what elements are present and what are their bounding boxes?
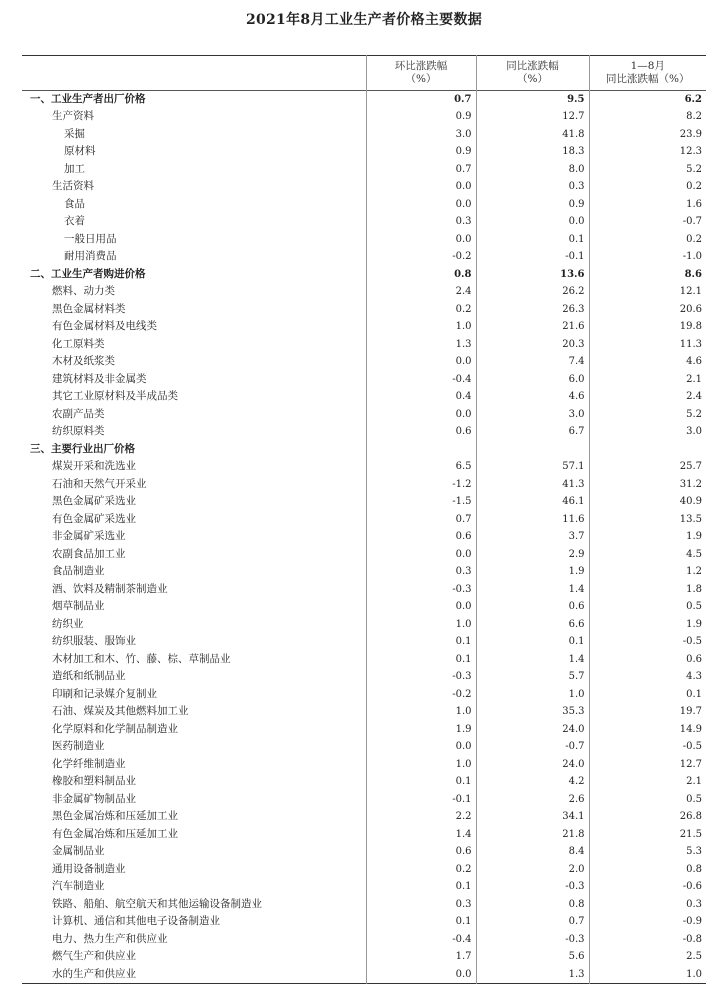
row-yoy-value: 0.9 xyxy=(476,196,589,214)
row-ytd-value: 1.9 xyxy=(686,618,702,630)
table-row xyxy=(22,318,706,336)
row-mom-value: 1.7 xyxy=(366,948,476,966)
row-yoy-value: 2.9 xyxy=(476,546,589,564)
row-yoy-value: 3.0 xyxy=(476,406,589,424)
row-yoy-value: 41.3 xyxy=(476,476,589,494)
row-yoy-value: 1.4 xyxy=(476,581,589,599)
row-ytd-value: 20.6 xyxy=(679,303,702,315)
row-label: 一、工业生产者出厂价格 xyxy=(22,91,366,109)
row-yoy-value: 5.6 xyxy=(476,948,589,966)
row-ytd-value: 1.8 xyxy=(686,583,702,595)
row-label: 造纸和纸制品业 xyxy=(22,668,366,686)
row-mom-value: 6.5 xyxy=(366,458,476,476)
row-label: 加工 xyxy=(22,161,366,179)
table-row xyxy=(22,651,706,669)
header-ytd-line2: 同比涨跌幅（%） xyxy=(606,73,690,85)
row-ytd-value: 19.8 xyxy=(679,321,702,333)
row-ytd-value: -0.8 xyxy=(682,933,702,945)
row-mom-value: 0.3 xyxy=(366,896,476,914)
row-mom-value: 0.1 xyxy=(366,913,476,931)
table-row xyxy=(22,143,706,161)
row-label: 煤炭开采和洗选业 xyxy=(22,458,366,476)
row-label: 有色金属材料及电线类 xyxy=(22,318,366,336)
table-row xyxy=(22,686,706,704)
row-mom-value: 0.7 xyxy=(366,511,476,529)
row-ytd-value: 6.2 xyxy=(684,94,702,105)
row-yoy-value: 4.2 xyxy=(476,773,589,791)
row-mom-value: -0.3 xyxy=(366,581,476,599)
row-mom-value: -0.4 xyxy=(366,371,476,389)
row-label: 有色金属矿采选业 xyxy=(22,511,366,529)
table-row xyxy=(22,493,706,511)
row-ytd-value: 2.1 xyxy=(686,373,702,385)
row-label: 一般日用品 xyxy=(22,231,366,249)
row-yoy-value: 8.0 xyxy=(476,161,589,179)
table-row xyxy=(22,406,706,424)
row-mom-value: 0.0 xyxy=(366,406,476,424)
row-mom-value: 1.0 xyxy=(366,318,476,336)
row-mom-value: 2.2 xyxy=(366,808,476,826)
row-label: 橡胶和塑料制品业 xyxy=(22,773,366,791)
table-body xyxy=(22,91,706,984)
table-row xyxy=(22,458,706,476)
table-row xyxy=(22,616,706,634)
row-ytd-value: 1.6 xyxy=(686,198,702,210)
row-label: 金属制品业 xyxy=(22,843,366,861)
row-yoy-value: 20.3 xyxy=(476,336,589,354)
row-mom-value: -0.3 xyxy=(366,668,476,686)
row-label: 非金属矿物制品业 xyxy=(22,791,366,809)
row-label: 木材加工和木、竹、藤、棕、草制品业 xyxy=(22,651,366,669)
row-ytd-value: 13.5 xyxy=(679,513,702,525)
row-mom-value: -0.2 xyxy=(366,686,476,704)
row-mom-value: 0.9 xyxy=(366,108,476,126)
table-row xyxy=(22,581,706,599)
row-mom-value: 0.0 xyxy=(366,178,476,196)
table-row xyxy=(22,388,706,406)
table-row xyxy=(22,598,706,616)
row-ytd-value: -0.5 xyxy=(682,741,702,753)
row-mom-value: 0.6 xyxy=(366,843,476,861)
row-yoy-value: -0.3 xyxy=(476,931,589,949)
row-yoy-value: 8.4 xyxy=(476,843,589,861)
row-mom-value: 3.0 xyxy=(366,126,476,144)
row-mom-value: 1.9 xyxy=(366,721,476,739)
row-yoy-value: 35.3 xyxy=(476,703,589,721)
row-label: 原材料 xyxy=(22,143,366,161)
row-ytd-value: 0.2 xyxy=(686,233,702,245)
row-yoy-value xyxy=(476,441,589,459)
row-yoy-value: 9.5 xyxy=(476,91,589,109)
row-mom-value: -1.5 xyxy=(366,493,476,511)
row-yoy-value: 57.1 xyxy=(476,458,589,476)
header-yoy xyxy=(476,56,589,91)
row-ytd-value: 23.9 xyxy=(679,128,702,140)
row-mom-value xyxy=(366,441,476,459)
row-yoy-value: 24.0 xyxy=(476,756,589,774)
page-title: 2021年8月工业生产者价格主要数据 xyxy=(245,12,483,28)
row-label: 印刷和记录媒介复制业 xyxy=(22,686,366,704)
table-row xyxy=(22,283,706,301)
row-yoy-value: 6.0 xyxy=(476,371,589,389)
table-row xyxy=(22,528,706,546)
row-ytd-value: -0.9 xyxy=(682,916,702,928)
row-yoy-value: 4.6 xyxy=(476,388,589,406)
row-label: 有色金属冶炼和压延加工业 xyxy=(22,826,366,844)
row-label: 二、工业生产者购进价格 xyxy=(22,266,366,284)
row-label: 生活资料 xyxy=(22,178,366,196)
row-yoy-value: 1.3 xyxy=(476,966,589,984)
row-yoy-value: 0.1 xyxy=(476,633,589,651)
table-row xyxy=(22,808,706,826)
row-ytd-value: 5.2 xyxy=(686,408,702,420)
table-row xyxy=(22,248,706,266)
table-row xyxy=(22,896,706,914)
row-ytd-value: 1.2 xyxy=(686,566,702,578)
table-row xyxy=(22,266,706,284)
row-ytd-value: 4.6 xyxy=(686,356,702,368)
row-mom-value: 0.8 xyxy=(366,266,476,284)
row-yoy-value: 0.8 xyxy=(476,896,589,914)
row-label: 化工原料类 xyxy=(22,336,366,354)
row-mom-value: 0.0 xyxy=(366,196,476,214)
row-ytd-value: 0.8 xyxy=(686,863,702,875)
row-mom-value: 0.2 xyxy=(366,301,476,319)
table-row xyxy=(22,861,706,879)
table-row xyxy=(22,441,706,459)
row-yoy-value: 0.1 xyxy=(476,231,589,249)
row-mom-value: 0.2 xyxy=(366,861,476,879)
row-mom-value: -1.2 xyxy=(366,476,476,494)
table-row xyxy=(22,966,706,984)
row-ytd-value: 11.3 xyxy=(679,338,702,350)
table-row xyxy=(22,703,706,721)
row-ytd-value: -0.7 xyxy=(682,216,702,228)
table-row xyxy=(22,196,706,214)
row-label: 其它工业原材料及半成品类 xyxy=(22,388,366,406)
row-label: 衣着 xyxy=(22,213,366,231)
row-mom-value: 0.7 xyxy=(366,161,476,179)
row-yoy-value: 21.6 xyxy=(476,318,589,336)
row-label: 通用设备制造业 xyxy=(22,861,366,879)
row-mom-value: -0.4 xyxy=(366,931,476,949)
row-label: 烟草制品业 xyxy=(22,598,366,616)
table-row xyxy=(22,948,706,966)
row-yoy-value: 0.0 xyxy=(476,213,589,231)
table-row xyxy=(22,476,706,494)
row-ytd-value: 5.2 xyxy=(686,163,702,175)
row-mom-value: 0.0 xyxy=(366,966,476,984)
table-row xyxy=(22,126,706,144)
table-row xyxy=(22,721,706,739)
header-yoy-line1: 同比涨跌幅 xyxy=(506,60,559,72)
row-label: 酒、饮料及精制茶制造业 xyxy=(22,581,366,599)
row-yoy-value: 7.4 xyxy=(476,353,589,371)
row-ytd-value: 4.3 xyxy=(686,671,702,683)
row-mom-value: 0.3 xyxy=(366,563,476,581)
row-ytd-value: 4.5 xyxy=(686,548,702,560)
table-row xyxy=(22,738,706,756)
table-row xyxy=(22,633,706,651)
table-row xyxy=(22,563,706,581)
row-yoy-value: -0.7 xyxy=(476,738,589,756)
row-ytd-value: 0.1 xyxy=(686,688,702,700)
row-mom-value: 0.6 xyxy=(366,423,476,441)
table-row xyxy=(22,371,706,389)
row-yoy-value: -0.1 xyxy=(476,248,589,266)
row-yoy-value: 0.6 xyxy=(476,598,589,616)
table-row xyxy=(22,91,706,109)
row-yoy-value: 1.9 xyxy=(476,563,589,581)
row-label: 石油和天然气开采业 xyxy=(22,476,366,494)
row-mom-value: 0.7 xyxy=(366,91,476,109)
table-row xyxy=(22,511,706,529)
row-yoy-value: 11.6 xyxy=(476,511,589,529)
row-ytd-value: 2.5 xyxy=(686,951,702,963)
row-label: 食品 xyxy=(22,196,366,214)
table-row xyxy=(22,791,706,809)
row-label: 采掘 xyxy=(22,126,366,144)
table-row xyxy=(22,301,706,319)
header-blank-cell xyxy=(22,56,366,91)
row-ytd-value: 0.6 xyxy=(686,653,702,665)
table-row xyxy=(22,231,706,249)
table-header xyxy=(22,56,706,91)
table-row xyxy=(22,423,706,441)
row-yoy-value: 41.8 xyxy=(476,126,589,144)
row-yoy-value: 12.7 xyxy=(476,108,589,126)
table-row xyxy=(22,546,706,564)
row-ytd-value: -0.5 xyxy=(682,636,702,648)
row-label: 化学原料和化学制品制造业 xyxy=(22,721,366,739)
header-mom xyxy=(366,56,476,91)
row-mom-value: 0.0 xyxy=(366,546,476,564)
header-yoy-line2: （%） xyxy=(517,73,548,85)
row-yoy-value: 26.2 xyxy=(476,283,589,301)
row-label: 纺织业 xyxy=(22,616,366,634)
row-label: 计算机、通信和其他电子设备制造业 xyxy=(22,913,366,931)
row-label: 石油、煤炭及其他燃料加工业 xyxy=(22,703,366,721)
row-yoy-value: 18.3 xyxy=(476,143,589,161)
row-ytd-value: 26.8 xyxy=(679,811,702,823)
row-label: 电力、热力生产和供应业 xyxy=(22,931,366,949)
row-ytd-value: 31.2 xyxy=(679,478,702,490)
row-ytd-value: 0.5 xyxy=(686,601,702,613)
table-row xyxy=(22,161,706,179)
table-row xyxy=(22,213,706,231)
table-row xyxy=(22,826,706,844)
table-row xyxy=(22,913,706,931)
row-label: 化学纤维制造业 xyxy=(22,756,366,774)
row-ytd-value: 12.1 xyxy=(679,286,702,298)
row-label: 水的生产和供应业 xyxy=(22,966,366,984)
table-row xyxy=(22,336,706,354)
row-mom-value: 0.3 xyxy=(366,213,476,231)
row-ytd-value: 0.5 xyxy=(686,793,702,805)
row-ytd-value: 2.1 xyxy=(686,776,702,788)
row-ytd-value: 1.9 xyxy=(686,531,702,543)
row-ytd-value: -0.6 xyxy=(682,881,702,893)
row-label: 三、主要行业出厂价格 xyxy=(22,441,366,459)
row-ytd-value: 21.5 xyxy=(679,828,702,840)
row-ytd-value: 12.3 xyxy=(679,146,702,158)
row-ytd-value: -1.0 xyxy=(682,251,702,263)
row-mom-value: 0.4 xyxy=(366,388,476,406)
row-mom-value: 0.0 xyxy=(366,231,476,249)
row-label: 建筑材料及非金属类 xyxy=(22,371,366,389)
row-ytd-value: 8.6 xyxy=(684,268,702,280)
row-mom-value: 0.0 xyxy=(366,598,476,616)
row-yoy-value: 0.7 xyxy=(476,913,589,931)
row-label: 铁路、船舶、航空航天和其他运输设备制造业 xyxy=(22,896,366,914)
header-ytd xyxy=(589,56,706,91)
row-label: 农副食品加工业 xyxy=(22,546,366,564)
row-yoy-value: 3.7 xyxy=(476,528,589,546)
row-yoy-value: 2.6 xyxy=(476,791,589,809)
row-label: 食品制造业 xyxy=(22,563,366,581)
table-row xyxy=(22,756,706,774)
row-ytd-value: 3.0 xyxy=(686,426,702,438)
table-row xyxy=(22,668,706,686)
row-label: 农副产品类 xyxy=(22,406,366,424)
row-mom-value: 1.0 xyxy=(366,703,476,721)
row-ytd-value: 5.3 xyxy=(686,846,702,858)
price-data-table xyxy=(22,55,706,984)
row-mom-value: 1.3 xyxy=(366,336,476,354)
row-ytd-value xyxy=(589,441,706,459)
row-ytd-value: 40.9 xyxy=(679,496,702,508)
header-mom-line1: 环比涨跌幅 xyxy=(394,60,448,72)
row-mom-value: -0.1 xyxy=(366,791,476,809)
row-mom-value: 0.1 xyxy=(366,773,476,791)
row-yoy-value: 1.4 xyxy=(476,651,589,669)
row-ytd-value: 25.7 xyxy=(679,461,702,473)
table-row xyxy=(22,178,706,196)
table-row xyxy=(22,353,706,371)
row-label: 黑色金属矿采选业 xyxy=(22,493,366,511)
row-label: 非金属矿采选业 xyxy=(22,528,366,546)
row-label: 黑色金属冶炼和压延加工业 xyxy=(22,808,366,826)
row-yoy-value: 26.3 xyxy=(476,301,589,319)
row-mom-value: 1.0 xyxy=(366,756,476,774)
row-ytd-value: 0.3 xyxy=(686,898,702,910)
row-label: 纺织服装、服饰业 xyxy=(22,633,366,651)
row-ytd-value: 14.9 xyxy=(679,723,702,735)
row-yoy-value: 21.8 xyxy=(476,826,589,844)
row-label: 燃料、动力类 xyxy=(22,283,366,301)
header-mom-line2: （%） xyxy=(405,73,437,85)
header-ytd-line1: 1—8月 xyxy=(630,60,665,72)
row-mom-value: 0.0 xyxy=(366,353,476,371)
row-yoy-value: 1.0 xyxy=(476,686,589,704)
row-mom-value: 0.6 xyxy=(366,528,476,546)
row-ytd-value: 2.4 xyxy=(686,391,702,403)
row-yoy-value: 46.1 xyxy=(476,493,589,511)
table-row xyxy=(22,843,706,861)
row-label: 汽车制造业 xyxy=(22,878,366,896)
row-label: 生产资料 xyxy=(22,108,366,126)
row-yoy-value: 13.6 xyxy=(476,266,589,284)
table-row xyxy=(22,108,706,126)
row-ytd-value: 12.7 xyxy=(679,758,702,770)
row-yoy-value: 6.7 xyxy=(476,423,589,441)
row-mom-value: 2.4 xyxy=(366,283,476,301)
row-ytd-value: 19.7 xyxy=(679,706,702,718)
row-label: 燃气生产和供应业 xyxy=(22,948,366,966)
row-label: 医药制造业 xyxy=(22,738,366,756)
table-row xyxy=(22,878,706,896)
row-ytd-value: 8.2 xyxy=(686,111,702,123)
row-mom-value: 0.9 xyxy=(366,143,476,161)
row-label: 耐用消费品 xyxy=(22,248,366,266)
row-mom-value: 0.0 xyxy=(366,738,476,756)
row-mom-value: 0.1 xyxy=(366,633,476,651)
row-yoy-value: 6.6 xyxy=(476,616,589,634)
row-mom-value: -0.2 xyxy=(366,248,476,266)
row-yoy-value: 2.0 xyxy=(476,861,589,879)
row-yoy-value: 0.3 xyxy=(476,178,589,196)
row-label: 纺织原料类 xyxy=(22,423,366,441)
row-mom-value: 0.1 xyxy=(366,878,476,896)
row-ytd-value: 1.0 xyxy=(686,968,702,980)
table-row xyxy=(22,773,706,791)
row-mom-value: 1.4 xyxy=(366,826,476,844)
row-yoy-value: 5.7 xyxy=(476,668,589,686)
row-yoy-value: 34.1 xyxy=(476,808,589,826)
row-ytd-value: 0.2 xyxy=(686,181,702,193)
row-yoy-value: -0.3 xyxy=(476,878,589,896)
table-row xyxy=(22,931,706,949)
row-mom-value: 1.0 xyxy=(366,616,476,634)
row-label: 黑色金属材料类 xyxy=(22,301,366,319)
row-yoy-value: 24.0 xyxy=(476,721,589,739)
row-label: 木材及纸浆类 xyxy=(22,353,366,371)
row-mom-value: 0.1 xyxy=(366,651,476,669)
